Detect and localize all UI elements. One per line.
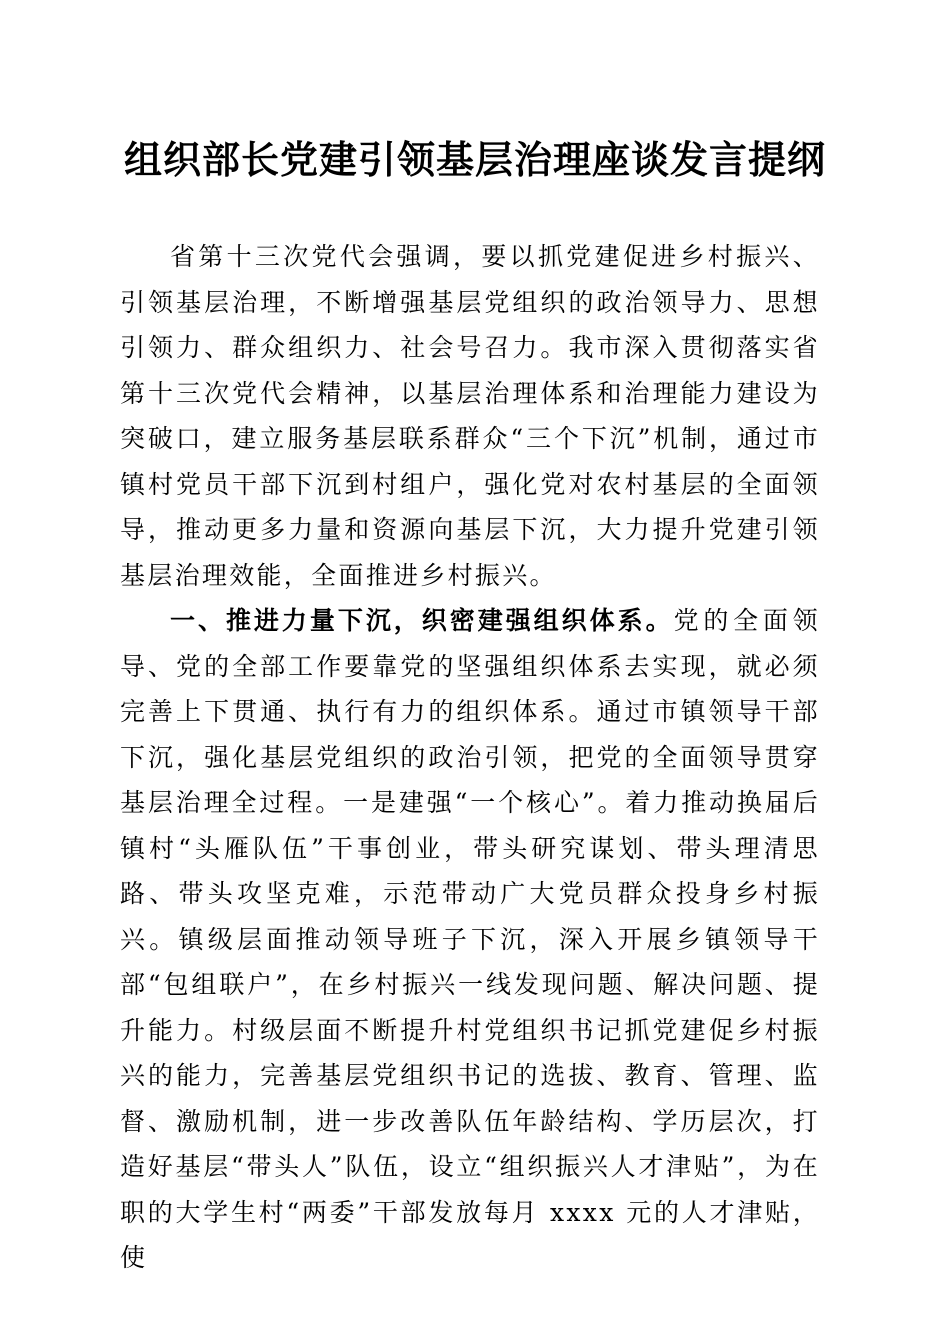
intro-paragraph xyxy=(120,234,820,598)
intro-paragraph-text: 省第十三次党代会强调，要以抓党建促进乡村振兴、引领基层治理，不断增强基层党组织的政治领导力、思想引领力、群众组织力、社会号召力。我市深入贯彻落实省第十三次党代会精神，以基层治理体系和治理能力建设为突破口，建立服务基层联系群众“三个下沉”机制，通过市镇村党员干部下沉到村组户，强化党对农村基层的全面领导，推动更多力量和资源向基层下沉，大力提升党建引领基层治理效能，全面推进乡村振兴。 xyxy=(120,242,820,590)
section-one-heading: 一、推进力量下沉，织密建强组织体系。 xyxy=(170,606,674,635)
section-one-paragraph xyxy=(120,598,820,1281)
page-title: 组织部长党建引领基层治理座谈发言提纲 xyxy=(123,137,826,182)
document-body xyxy=(120,234,820,1281)
section-one-text: 党的全面领导、党的全部工作要靠党的坚强组织体系去实现，就必须完善上下贯通、执行有力的组织体系。通过市镇领导干部下沉，强化基层党组织的政治引领，把党的全面领导贯穿基层治理全过程。一是建强“一个核心”。着力推动换届后镇村“头雁队伍”干事创业，带头研究谋划、带头理清思路、带头攻坚克难，示范带动广大党员群众投身乡村振兴。镇级层面推动领导班子下沉，深入开展乡镇领导干部“包组联户”，在乡村振兴一线发现问题、解决问题、提升能力。村级层面不断提升村党组织书记抓党建促乡村振兴的能力，完善基层党组织书记的选拔、教育、管理、监督、激励机制，进一步改善队伍年龄结构、学历层次，打造好基层“带头人”队伍，设立“组织振兴人才津贴”，为在职的大学生村“两委”干部发放每月 xxxx 元的人才津贴，使 xyxy=(120,606,820,1272)
